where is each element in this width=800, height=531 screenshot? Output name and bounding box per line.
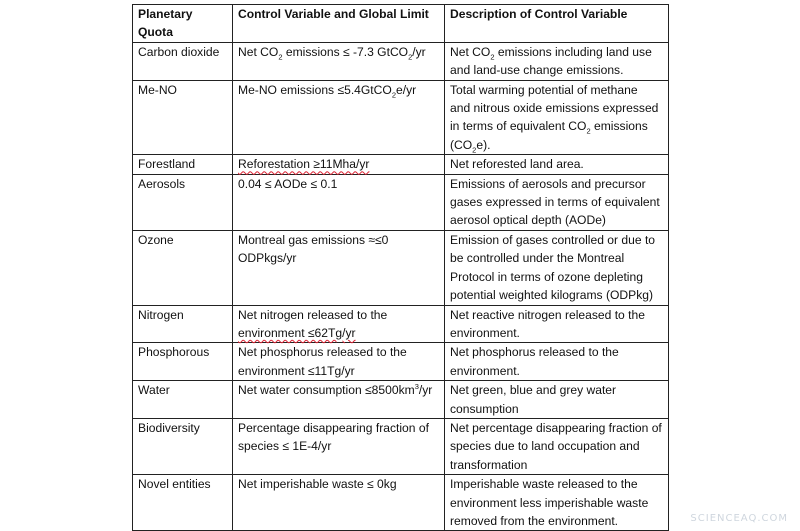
description-cell: Net phosphorus released to the environment.: [445, 343, 669, 381]
quota-cell: Biodiversity: [133, 418, 233, 474]
table-row: [133, 418, 669, 474]
limit-cell: Percentage disappearing fraction of species ≤ 1E-4/yr: [233, 418, 445, 474]
description-cell: Emission of gases controlled or due to be controlled under the Montreal Protocol in terms of ozone depleting potential weighted kilograms (ODPkg): [445, 230, 669, 305]
table-row: [133, 343, 669, 381]
quota-cell: Carbon dioxide: [133, 42, 233, 80]
limit-cell: Montreal gas emissions ≈≤0 ODPkgs/yr: [233, 230, 445, 305]
limit-cell: Net nitrogen released to the environment ≤62Tg/yr: [233, 305, 445, 343]
description-cell: Emissions of aerosols and precursor gases expressed in terms of equivalent aerosol optical depth (AODe): [445, 174, 669, 230]
limit-cell: Reforestation ≥11Mha/yr: [233, 155, 445, 174]
description-cell: Net green, blue and grey water consumption: [445, 381, 669, 419]
description-cell: Net reactive nitrogen released to the environment.: [445, 305, 669, 343]
header-row: [133, 5, 669, 43]
table-row: [133, 230, 669, 305]
header-quota: Planetary Quota: [133, 5, 233, 43]
planetary-quota-table: [132, 4, 669, 531]
table-row: [133, 174, 669, 230]
description-cell: Total warming potential of methane and nitrous oxide emissions expressed in terms of equivalent $CO_2$ emissions $(CO_2e)$.: [445, 80, 669, 155]
table-row: [133, 475, 669, 531]
table-row: [133, 155, 669, 174]
description-cell: Imperishable waste released to the environment less imperishable waste removed from the environment.: [445, 475, 669, 531]
quota-cell: Water: [133, 381, 233, 419]
limit-cell: Net imperishable waste ≤ 0kg: [233, 475, 445, 531]
limit-cell: Net phosphorus released to the environment ≤11Tg/yr: [233, 343, 445, 381]
quota-cell: Ozone: [133, 230, 233, 305]
description-cell: Net $CO_2$ emissions including land use and land-use change emissions.: [445, 42, 669, 80]
limit-cell: Net water consumption $\le 8500km^3/yr$: [233, 381, 445, 419]
quota-cell: Novel entities: [133, 475, 233, 531]
quota-cell: Forestland: [133, 155, 233, 174]
table-row: [133, 80, 669, 155]
quota-cell: Nitrogen: [133, 305, 233, 343]
description-cell: Net reforested land area.: [445, 155, 669, 174]
table-row: [133, 305, 669, 343]
header-description: Description of Control Variable: [445, 5, 669, 43]
quota-cell: Aerosols: [133, 174, 233, 230]
header-limit: Control Variable and Global Limit: [233, 5, 445, 43]
limit-cell: Net $CO_2$ emissions ≤ -7.3 GtCO$_2$/yr: [233, 42, 445, 80]
quota-cell: Me-NO: [133, 80, 233, 155]
table-row: [133, 42, 669, 80]
watermark: SCIENCEAQ.COM: [690, 513, 788, 524]
limit-cell: Me-NO emissions ≤5.4GtCO$_2$e/yr: [233, 80, 445, 155]
table-row: [133, 381, 669, 419]
limit-cell: 0.04 ≤ AODe ≤ 0.1: [233, 174, 445, 230]
quota-cell: Phosphorous: [133, 343, 233, 381]
description-cell: Net percentage disappearing fraction of species due to land occupation and transformation: [445, 418, 669, 474]
